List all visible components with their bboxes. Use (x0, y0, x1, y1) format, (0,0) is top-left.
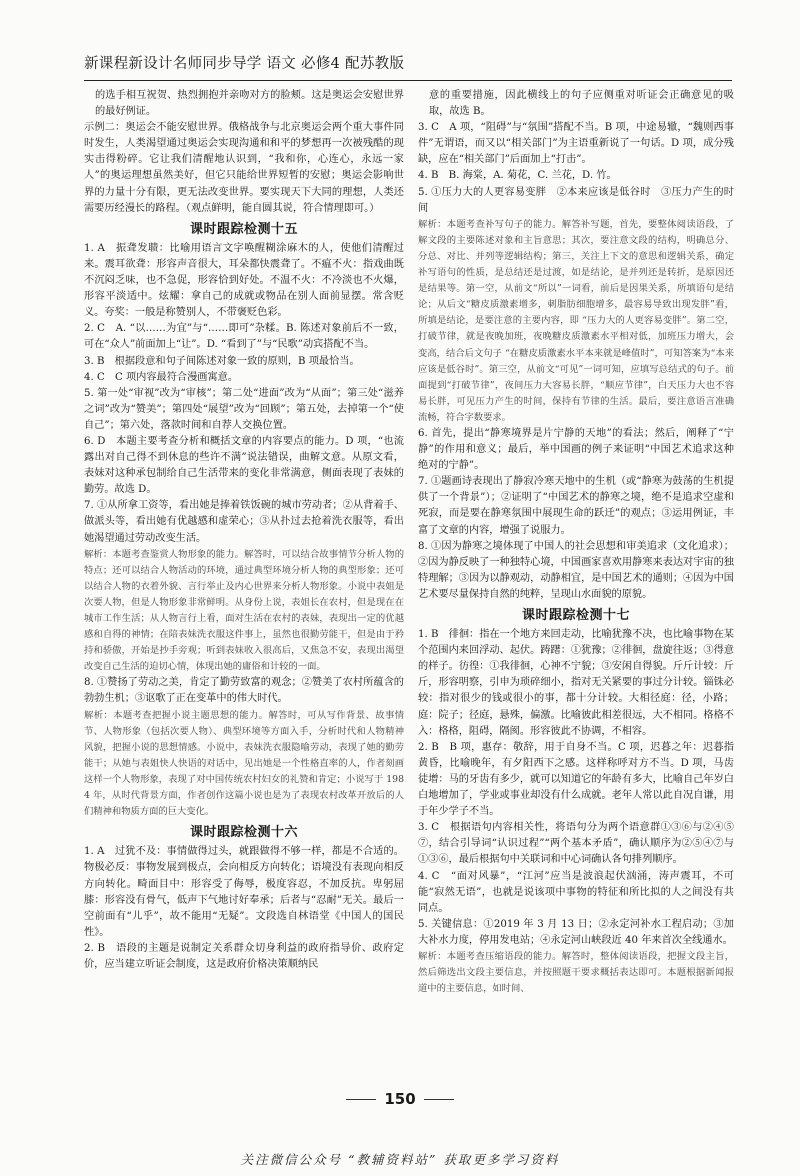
answer-paragraph: 2. B 语段的主题是说制定关系群众切身利益的政府指导价、政府定价，应当建立听证会制度，这是政府价格决策顺纳民 (84, 942, 404, 970)
running-header: 新课程新设计名师同步导学 语文 必修4 配苏教版 (84, 56, 405, 72)
answer-paragraph: 8. ①因为静寒之境体现了中国人的社会思想和审美追求（文化追求）；②因为静反映了一种独特心境，中国画家喜欢用静寒来表达对宇宙的独特理解；③因为以静观动，动静相宜，是中国艺术的通则；④因为中国艺术要尽量保持自然的纯粹，呈现山水面貌的原貌。 (418, 540, 734, 600)
answer-paragraph: 8. ①赞扬了劳动之美，肯定了勤劳致富的观念；②赞美了农村所蕴含的勃勃生机；③讴歌了正在变革中的伟大时代。 (84, 677, 404, 705)
analysis-paragraph: 解析：本题考查补写句子的能力。解答补写题，首先，要整体阅读语段，了解文段的主要陈述对象和主旨意思；其次，要注意文段的结构，明确总分、分总、对比、并列等逻辑结构；第三，关注上下文的意思和逻辑关系，确定补写语句的性质，是总结还是过渡，如是结论，是并列还是转折，是原因还是结果等。第一空，从前文“所以”一词看，前后是因果关系，所填语句是结论；从后文“糖皮质激素增多，刺脂肪细胞增多，最容易导致出现发胖”看，所填是结论，是要注意的主要内容，即 “压力大的人更容易变胖”。第二空，打破节律，就是夜晚加班，夜晚糖皮质激素水平相对低，加班压力增大，会变高，结合后文句子 “在糖皮质激素水平本来就是峰值时”，可知答案为“本来应该是低谷时”。第三空，从前文“可见”一词可知，应填写总结式的句子。前面提到“打破节律”，夜间压力大容易长胖，“顺应节律”，白天压力大也不容易长胖，可见压力产生的时间，保持有节律的生活。最后，要注意语言准确流畅，符合字数要求。 (418, 218, 734, 423)
analysis-paragraph: 解析：本题考查鉴赏人物形象的能力。解答时，可以结合故事情节分析人物的特点；还可以结合人物活动的环境，通过典型环境分析人物的典型形象；还可以结合人物的衣着外貌、言行举止及内心世界来分析人物形象。小说中表姐是次要人物，但是人物形象非常鲜明。从身份上说，表姐长在农村，但是现在在城市工作生活；从人物言行上看，面对生活在农村的表妹，表现出一定的优越感和自得的神情；在陪表妹洗衣服这件事上，虽然也很勤劳能干，但是由于矜持和骄傲，开始是抄手旁观；听到表妹收入很高后，又焦急不安，表现出渴望改变自己生活的迫切心情，体现出她的庸俗和计较的一面。 (84, 548, 404, 673)
page-number-text: 150 (384, 1090, 416, 1108)
analysis-paragraph: 解析：本题考查压缩语段的能力。解答时，整体阅读语段，把握文段主旨，然后筛选出文段主要信息，并按照题干要求概括表达即可。本题根据新闻报道中的主要信息，如时间、 (418, 950, 734, 995)
page-number-dash-left (346, 1099, 376, 1100)
answer-paragraph: 2. C A. “以……为宜”与“……即可”杂糅。B. 陈述对象前后不一致，可在“众人”前面加上“让”。D. “看到了”与“民歌”动宾搭配不当。 (84, 323, 404, 351)
answer-paragraph: 意的重要措施，因此横线上的句子应侧重对听证会正确意见的吸取，故选 B。 (429, 90, 734, 118)
answer-paragraph: 5. 第一处“审视”改为“审核”；第二处“进面”改为“从面”；第三处“滋养之词”改为“赞美”；第四处“展望”改为“回顾”；第五处，去掉第一个“使自己”；第六处，落款时间和自荐人交换位置。 (84, 387, 404, 431)
answer-paragraph: 1. A 振聋发聩：比喻用语言文字唤醒糊涂麻木的人，使他们清醒过来。震耳欲聋：形容声音很大，耳朵都快震聋了。不瘟不火：指戏曲既不沉闷乏味，也不急促，形容恰到好处。不温不火：不冷淡也不火爆，形容平淡适中。炫耀：拿自己的成就或物品在别人面前显摆。常含贬义。夸奖：一般是称赞别人，不带褒贬色彩。 (84, 242, 404, 319)
header-divider (84, 80, 732, 81)
right-column (418, 88, 734, 1078)
answer-paragraph: 4. C C 项内容最符合漫画寓意。 (84, 371, 239, 383)
answer-paragraph: 4. C “面对风暴”，“江河”应当是波浪起伏汹涌，涛声震耳，不可能“寂然无语”，也就是说该项中事物的特征和所比拟的人之间没有共同点。 (418, 870, 734, 914)
answer-paragraph: 示例二：奥运会不能安慰世界。俄格战争与北京奥运会两个重大事件同时发生，人类渴望通过奥运会实现沟通和和平的梦想再一次被残酷的现实击得粉碎。它让我们清醒地认识到，“我和你，心连心，永远一家人”的奥运理想虽然美好，但它只能给世界短暂的安慰；奥运会影响世界的力量十分有限，更无法改变世界。要实现天下大同的理想，人类还需要历经漫长的路程。（观点鲜明，能自圆其说，符合情理即可。） (84, 122, 404, 214)
answer-paragraph: 3. C A 项，“阻碍”与“氛围”搭配不当。B 项，中途易辙，“魏则西事件”无谓语，而又以“相关部门”为主语重新说了一句话。D 项，成分残缺，应在“相关部门”后面加上“打击”。 (418, 122, 734, 166)
answer-paragraph: 6. 首先，提出“静寒境界是片宁静的天地”的看法；然后，阐释了“宁静”的作用和意义；最后，举中国画的例子来证明“中国艺术追求这种绝对的宁静”。 (418, 427, 734, 472)
answer-paragraph: 的选手相互祝贺、热烈拥抱并亲吻对方的脸颊。这是奥运会安慰世界的最好例证。 (95, 90, 404, 118)
answer-paragraph: 4. B B. 海棠，A. 菊花，C. 兰花，D. 竹。 (418, 170, 617, 182)
answer-paragraph: 5. 关键信息：①2019 年 3 月 13 日；②永定河补水工程启动；③加大补水力度，停用发电站；④永定河山峡段近 40 年来首次全线通水。 (418, 918, 734, 946)
answer-paragraph: 7. ①从所拿工资等，看出她是捧着铁饭碗的城市劳动者；②从背着手、做派头等，看出她有优越感和虚荣心；③从扑过去抢着洗衣服等，看出她渴望通过劳动改变生活。 (84, 500, 404, 544)
answer-paragraph: 3. C 根据语句内容相关性，将语句分为两个语意群①③⑥与②④⑤⑦，结合引导词“认识过程”“两个基本矛盾”，确认顺序为②⑤④⑦与①③⑥，最后根据句中关联词和中心词确认各句排列顺序。 (418, 822, 734, 866)
answer-paragraph: 2. B B 项，惠存：敬辞，用于自身不当。C 项，迟暮之年：迟暮指黄昏，比喻晚年，有夕阳西下之感。这样称呼对方不当。D 项，马齿徒增：马的牙齿有多少，就可以知道它的年龄有多大，比喻自己年岁白白地增加了，学业或事业却没有什么成就。老年人常以此自况自谦，用于年少学子不当。 (418, 741, 734, 818)
page-number (0, 1090, 800, 1108)
answer-paragraph: 7. ①题画诗表现出了静寂冷寒天地中的生机（或“静寒为鼓荡的生机提供了一个背景”）；②证明了“中国艺术的静寒之境，绝不是追求空虚和死寂，而是要在静寒氛围中展现生命的跃迁”的观点；③运用例证，丰富了文章的内容，增强了说服力。 (418, 476, 734, 536)
answer-paragraph: 5. ①压力大的人更容易变胖 ②本来应该是低谷时 ③压力产生的时间 (418, 186, 734, 214)
section-heading: 课时跟踪检测十七 (521, 608, 630, 623)
analysis-paragraph: 解析：本题考查把握小说主题思想的能力。解答时，可从写作背景、故事情节、人物形象（包括次要人物）、典型环境等方面入手，分析时代和人物精神风貌，把握小说的思想情感。小说中，表妹洗衣服隐喻劳动，表现了她的勤劳能干；从她与表姐快人快语的对话中，见出她是一个性格直率的人，作者刻画这样一个人物形象，表现了对中国传统农村妇女的礼赞和肯定；小说写于 1984 年，从时代背景方面，作者创作这篇小说也是为了表现农村改革开放后的人们精神和物质方面的巨大变化。 (84, 709, 404, 818)
section-heading: 课时跟踪检测十六 (189, 825, 298, 841)
left-column (84, 88, 404, 1078)
answer-paragraph: 3. B 根据段意和句子间陈述对象一致的原则，B 项最恰当。 (84, 355, 360, 367)
answer-paragraph: 1. B 徘徊：指在一个地方来回走动，比喻犹豫不决，也比喻事物在某个范围内来回浮动、起伏。踌躇：①犹豫；②徘徊，盘旋往返；③得意的样子。彷徨：①我徘徊，心神不宁貌；③安闲自得貌。斤斤计较：斤斤，形容明察，引申为琐碎细小，指对无关紧要的事过分计较。锱铢必较：指对很少的钱或很小的事，都十分计较。大相径庭：径，小路；庭：院子；径庭，悬殊，偏激。比喻彼此相差很远，大不相同。格格不入：格格，阻碍，隔阂。形容彼此不协调，不相容。 (418, 629, 734, 737)
page-number-dash-right (424, 1099, 454, 1100)
answer-paragraph: 1. A 过犹不及：事情做得过头，就跟做得不够一样，都是不合适的。物极必反：事物发展到极点，会向相反方向转化；语境没有表现向相反方向转化。畸面目中：形容受了侮辱，极度容忍，不加反抗。卑躬屈膝：形容没有骨气，低声下气地讨好奉承；后者与“忍耐”无关。最后一空前面有“儿乎”，故不能用“无疑”。文段选自林语堂《中国人的国民性》。 (84, 846, 404, 938)
answer-paragraph: 6. D 本题主要考查分析和概括文章的内容要点的能力。D 项，“也流露出对自己得不到休息的些许不满”说法错误，曲解文意。从原文看，表妹对这种承包制给自己生活带来的变化非常满意，侧面表现了表妹的勤劳。故选 D。 (84, 435, 404, 496)
footer-notice: 关注微信公众号 “教辅资料站” 获取更多学习资料 (240, 1152, 560, 1167)
section-heading: 课时跟踪检测十五 (189, 221, 298, 237)
